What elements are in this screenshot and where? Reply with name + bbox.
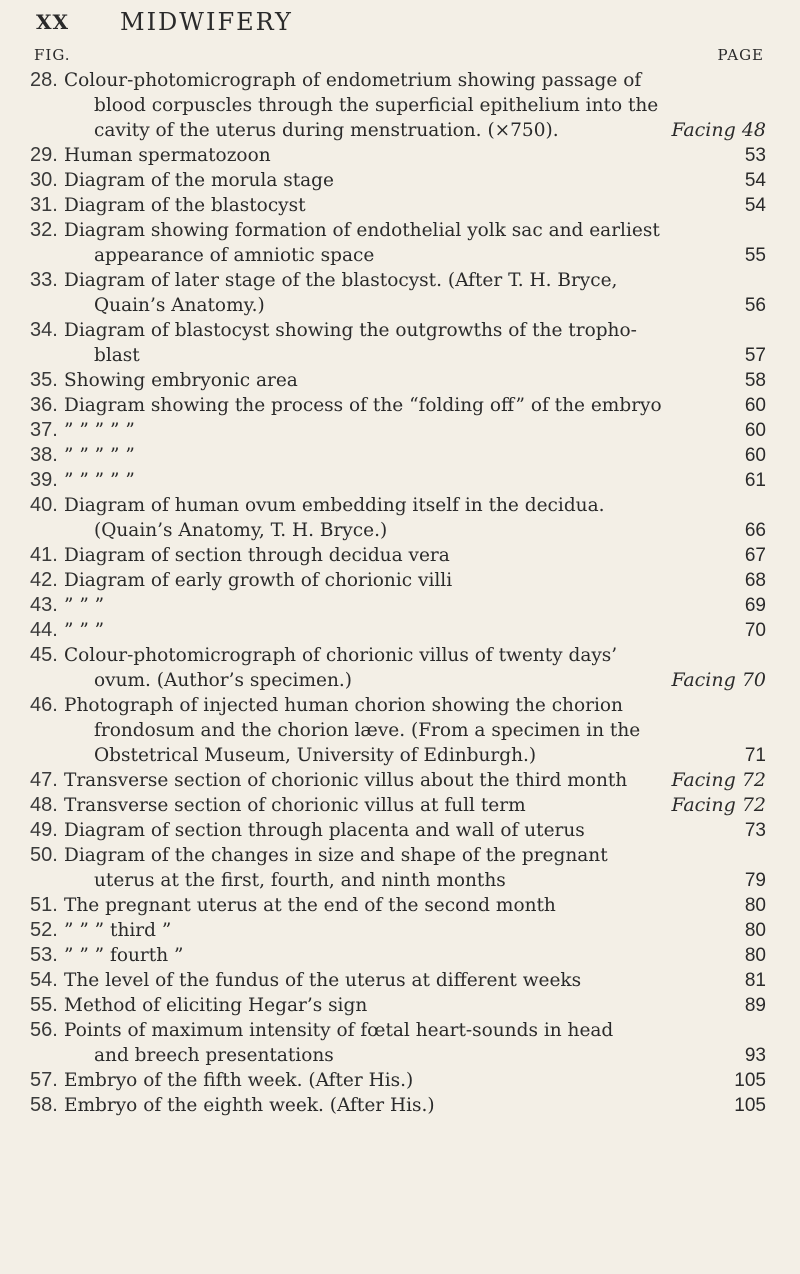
figure-entry: [0, 318, 800, 368]
figure-caption: Points of maximum intensity of fœtal heart-sounds in head: [64, 1020, 614, 1041]
figure-caption: ” ” ” fourth ”: [64, 945, 184, 966]
figure-caption: ” ” ” ” ”: [64, 445, 135, 466]
page-reference: Facing 72: [671, 769, 766, 791]
page-column-label: PAGE: [717, 46, 764, 64]
figure-number: 57.: [30, 1069, 58, 1091]
figure-caption: Diagram of human ovum embedding itself in the decidua.: [64, 495, 605, 516]
figure-number: 56.: [30, 1019, 58, 1041]
figure-caption: frondosum and the chorion læve. (From a specimen in the: [94, 720, 641, 741]
figure-caption: cavity of the uterus during menstruation. (×750).: [94, 120, 559, 141]
figure-entry: [0, 393, 800, 418]
entry-line: [0, 868, 800, 893]
figure-caption: uterus at the first, fourth, and ninth months: [94, 870, 506, 891]
figure-entry: [0, 993, 800, 1018]
figure-caption: blast: [94, 345, 140, 366]
figure-caption: Colour-photomicrograph of endometrium showing passage of: [64, 70, 642, 91]
figure-number: 29.: [30, 144, 58, 166]
entry-line: [0, 68, 800, 93]
page-reference: Facing 48: [671, 119, 766, 141]
entry-line: [0, 543, 800, 568]
figure-caption: ” ” ” ” ”: [64, 420, 135, 441]
figure-entry: [0, 418, 800, 443]
figure-entry: [0, 618, 800, 643]
figure-caption: Embryo of the fifth week. (After His.): [64, 1070, 414, 1091]
entry-line: [0, 993, 800, 1018]
entry-line: [0, 268, 800, 293]
figure-caption: Diagram of the blastocyst: [64, 195, 306, 216]
figure-entry: [0, 968, 800, 993]
entry-line: [0, 1043, 800, 1068]
entry-line: [0, 293, 800, 318]
figure-entry: [0, 793, 800, 818]
figure-caption: ” ” ” ” ”: [64, 470, 135, 491]
page-reference: 70: [744, 620, 766, 641]
entry-line: [0, 93, 800, 118]
running-title: MIDWIFERY: [120, 8, 293, 36]
figure-entry: [0, 893, 800, 918]
figure-number: 43.: [30, 594, 58, 616]
figure-entry: [0, 68, 800, 143]
figure-caption: Quain’s Anatomy.): [94, 295, 265, 316]
figure-caption: Diagram showing the process of the “folding off” of the embryo: [64, 395, 662, 416]
entry-line: [0, 418, 800, 443]
page-reference: 54: [744, 170, 766, 191]
entry-line: [0, 318, 800, 343]
figure-entry: [0, 443, 800, 468]
entry-line: [0, 743, 800, 768]
page-reference: 71: [744, 745, 766, 766]
figure-entry: [0, 568, 800, 593]
page-reference: 54: [744, 195, 766, 216]
figure-entry: [0, 818, 800, 843]
figure-caption: (Quain’s Anatomy, T. H. Bryce.): [94, 520, 388, 541]
page-reference: 60: [744, 395, 766, 416]
entry-line: [0, 593, 800, 618]
page-reference: 67: [744, 545, 766, 566]
figure-number: 50.: [30, 844, 58, 866]
page-reference: 66: [744, 520, 766, 541]
entry-line: [0, 468, 800, 493]
figure-caption: ovum. (Author’s specimen.): [94, 670, 352, 691]
entry-line: [0, 1068, 800, 1093]
entry-line: [0, 893, 800, 918]
figure-entry: [0, 493, 800, 543]
figure-number: 33.: [30, 269, 58, 291]
figure-number: 37.: [30, 419, 58, 441]
figure-entry: [0, 693, 800, 768]
page-reference: 80: [744, 920, 766, 941]
figure-number: 48.: [30, 794, 58, 816]
entry-line: [0, 118, 800, 143]
entry-line: [0, 1018, 800, 1043]
entry-line: [0, 168, 800, 193]
figure-caption: Diagram showing formation of endothelial yolk sac and earliest: [64, 220, 660, 241]
figure-number: 36.: [30, 394, 58, 416]
figure-caption: Showing embryonic area: [64, 370, 298, 391]
figure-number: 45.: [30, 644, 58, 666]
page-reference: 69: [744, 595, 766, 616]
page-reference: 105: [734, 1095, 766, 1116]
entry-line: [0, 793, 800, 818]
figure-number: 40.: [30, 494, 58, 516]
page-reference: 58: [744, 370, 766, 391]
entry-line: [0, 943, 800, 968]
figure-caption: Obstetrical Museum, University of Edinburgh.): [94, 745, 537, 766]
page-reference: 60: [744, 445, 766, 466]
entry-line: [0, 143, 800, 168]
entry-line: [0, 768, 800, 793]
figure-caption: Diagram of early growth of chorionic villi: [64, 570, 453, 591]
figure-caption: Method of eliciting Hegar’s sign: [64, 995, 368, 1016]
figure-caption: Human spermatozoon: [64, 145, 271, 166]
entry-line: [0, 968, 800, 993]
entry-line: [0, 618, 800, 643]
entry-line: [0, 843, 800, 868]
figure-caption: Diagram of the morula stage: [64, 170, 334, 191]
figure-entry: [0, 768, 800, 793]
figure-entry: [0, 918, 800, 943]
page-reference: 89: [744, 995, 766, 1016]
fig-column-label: FIG.: [34, 46, 71, 64]
figure-caption: Diagram of blastocyst showing the outgrowths of the tropho-: [64, 320, 637, 341]
figure-number: 38.: [30, 444, 58, 466]
page-header: [0, 6, 800, 46]
entry-line: [0, 343, 800, 368]
figure-caption: Diagram of section through placenta and wall of uterus: [64, 820, 585, 841]
page-reference: 81: [744, 970, 766, 991]
figure-caption: Diagram of later stage of the blastocyst. (After T. H. Bryce,: [64, 270, 618, 291]
figure-caption: Embryo of the eighth week. (After His.): [64, 1095, 435, 1116]
page-reference: Facing 72: [671, 794, 766, 816]
entry-line: [0, 193, 800, 218]
figure-caption: Colour-photomicrograph of chorionic villus of twenty days’: [64, 645, 618, 666]
figure-caption: Transverse section of chorionic villus at full term: [64, 795, 526, 816]
figure-number: 49.: [30, 819, 58, 841]
figure-number: 47.: [30, 769, 58, 791]
figure-entry: [0, 843, 800, 893]
figure-number: 41.: [30, 544, 58, 566]
entry-line: [0, 443, 800, 468]
page-reference: 105: [734, 1070, 766, 1091]
page-reference: 53: [744, 145, 766, 166]
page-reference: 80: [744, 895, 766, 916]
page-numeral: XX: [36, 10, 70, 34]
page-reference: 93: [744, 1045, 766, 1066]
entry-line: [0, 518, 800, 543]
figure-number: 58.: [30, 1094, 58, 1116]
entry-line: [0, 918, 800, 943]
figure-entry: [0, 218, 800, 268]
figure-list: [0, 68, 800, 1118]
figure-entry: [0, 143, 800, 168]
entry-line: [0, 393, 800, 418]
page-reference: 60: [744, 420, 766, 441]
figure-caption: The pregnant uterus at the end of the second month: [64, 895, 556, 916]
figure-caption: Photograph of injected human chorion showing the chorion: [64, 695, 623, 716]
figure-number: 42.: [30, 569, 58, 591]
figure-caption: appearance of amniotic space: [94, 245, 375, 266]
entry-line: [0, 718, 800, 743]
figure-caption: ” ” ”: [64, 620, 105, 641]
entry-line: [0, 568, 800, 593]
entry-line: [0, 693, 800, 718]
figure-entry: [0, 643, 800, 693]
figure-entry: [0, 593, 800, 618]
figure-entry: [0, 368, 800, 393]
figure-number: 32.: [30, 219, 58, 241]
figure-entry: [0, 468, 800, 493]
entry-line: [0, 218, 800, 243]
figure-number: 51.: [30, 894, 58, 916]
page-reference: 79: [744, 870, 766, 891]
figure-caption: Diagram of section through decidua vera: [64, 545, 450, 566]
figure-entry: [0, 168, 800, 193]
figure-entry: [0, 1093, 800, 1118]
page-reference: 56: [744, 295, 766, 316]
figure-entry: [0, 193, 800, 218]
page-reference: 68: [744, 570, 766, 591]
figure-caption: blood corpuscles through the superficial epithelium into the: [94, 95, 659, 116]
figure-number: 28.: [30, 69, 58, 91]
figure-caption: Transverse section of chorionic villus about the third month: [64, 770, 628, 791]
entry-line: [0, 368, 800, 393]
figure-entry: [0, 543, 800, 568]
page-reference: 73: [744, 820, 766, 841]
figure-caption: ” ” ” third ”: [64, 920, 172, 941]
figure-number: 53.: [30, 944, 58, 966]
entry-line: [0, 493, 800, 518]
page-reference: 80: [744, 945, 766, 966]
entry-line: [0, 818, 800, 843]
figure-number: 44.: [30, 619, 58, 641]
entry-line: [0, 1093, 800, 1118]
figure-caption: and breech presentations: [94, 1045, 334, 1066]
figure-entry: [0, 268, 800, 318]
entry-line: [0, 668, 800, 693]
page-reference: Facing 70: [671, 669, 766, 691]
figure-number: 55.: [30, 994, 58, 1016]
figure-entry: [0, 1068, 800, 1093]
page-reference: 55: [744, 245, 766, 266]
entry-line: [0, 643, 800, 668]
entry-line: [0, 243, 800, 268]
figure-number: 54.: [30, 969, 58, 991]
figure-number: 30.: [30, 169, 58, 191]
figure-entry: [0, 1018, 800, 1068]
figure-caption: The level of the fundus of the uterus at different weeks: [64, 970, 582, 991]
page-reference: 57: [744, 345, 766, 366]
figure-number: 31.: [30, 194, 58, 216]
page-reference: 61: [744, 470, 766, 491]
figure-number: 46.: [30, 694, 58, 716]
figure-entry: [0, 943, 800, 968]
figure-number: 35.: [30, 369, 58, 391]
figure-caption: Diagram of the changes in size and shape of the pregnant: [64, 845, 608, 866]
figure-number: 39.: [30, 469, 58, 491]
figure-caption: ” ” ”: [64, 595, 105, 616]
figure-number: 52.: [30, 919, 58, 941]
figure-number: 34.: [30, 319, 58, 341]
